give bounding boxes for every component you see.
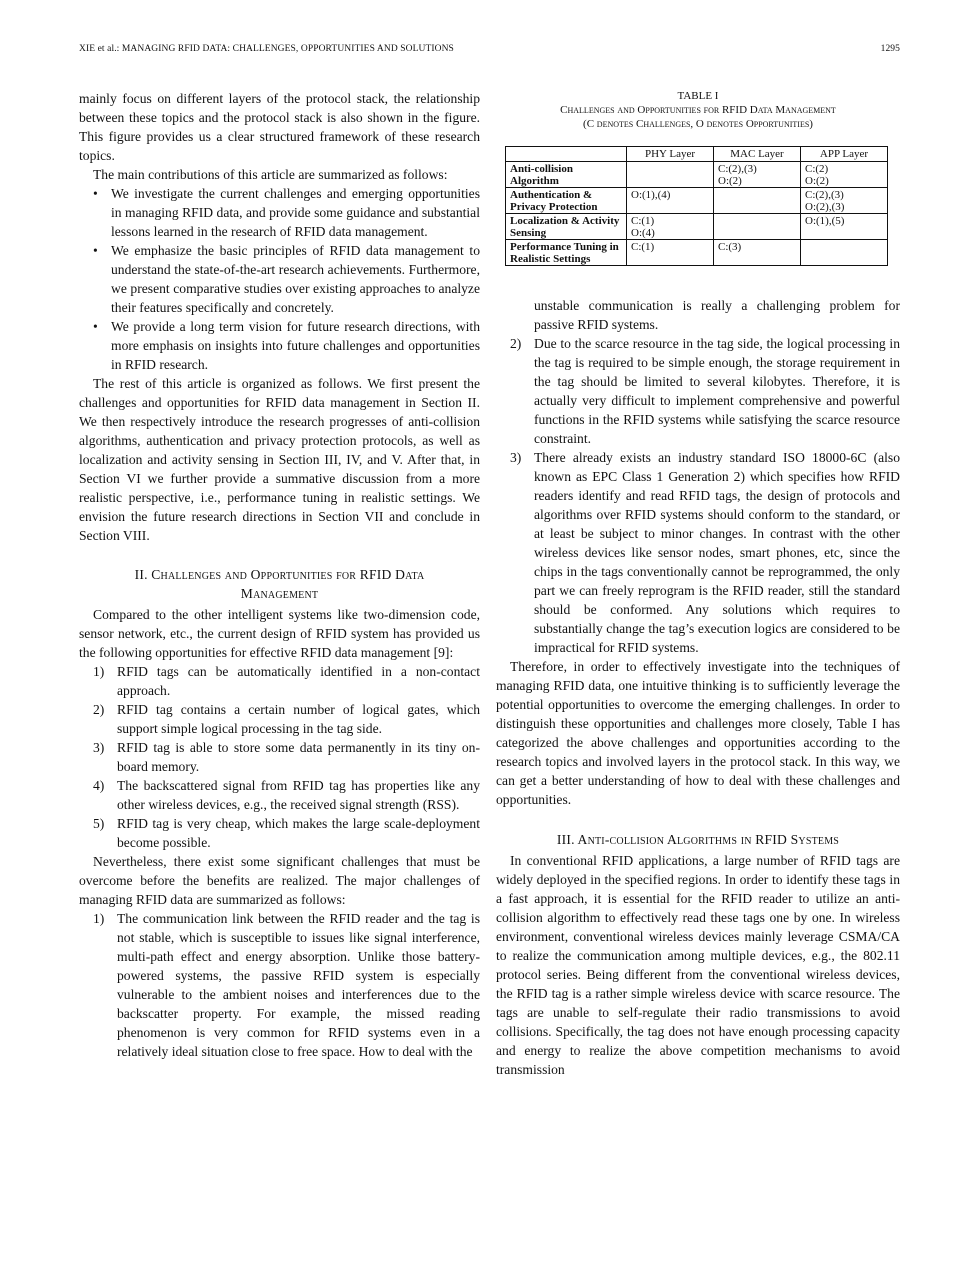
table-cell — [801, 214, 888, 240]
paragraph: The rest of this article is organized as follows. We first present the challenges and opportunities for RFID data management in Section II. We then respectively introduce the research progresses of anti-collision algorithms, authentication and privacy protection protocols, as well as localization and activity sensing in Section III, IV, and V. After that, in Section VI we further provide a summative discussion from a more realistic perspective, i.e., performance tuning in realistic settings. We envision the future research directions in Section VII and conclude in Section VIII. — [79, 376, 480, 543]
list-item: • We provide a long term vision for future research directions, with more emphasis on insights into future challenges and opportunities in RFID research. — [79, 317, 480, 374]
row-header: Anti-collision Algorithm — [506, 162, 627, 188]
list-text: unstable communication is really a challenging problem for passive RFID systems. — [534, 298, 900, 332]
table-cell — [627, 214, 714, 240]
table-cell — [801, 162, 888, 188]
opportunities-list — [79, 662, 480, 852]
row-header: Authentication & Privacy Protection — [506, 188, 627, 214]
paragraph: Nevertheless, there exist some significant challenges that must be overcome before the benefits are realized. The major challenges of managing RFID data are summarized as follows: — [79, 854, 480, 907]
column-header: PHY Layer — [627, 147, 714, 162]
list-number: 1) — [93, 664, 105, 679]
list-item — [496, 296, 900, 334]
cell-line: O:(4) — [631, 227, 655, 239]
challenges-list-continued — [496, 296, 900, 657]
list-item: • We emphasize the basic principles of RFID data management to understand the state-of-the-art research achievements. Furthermore, we present comparative studies over existing approaches to analyze their features specifically and concretely. — [79, 241, 480, 317]
section-heading-line: II. Challenges and Opportunities for RFID Data — [134, 567, 425, 582]
list-item — [79, 814, 480, 852]
table-cell — [801, 188, 888, 214]
cell-line: O:(2) — [805, 175, 829, 187]
list-text: RFID tags can be automatically identified in a non-contact approach. — [117, 664, 480, 698]
table-row — [506, 240, 888, 266]
table-row — [506, 162, 888, 188]
list-item — [79, 738, 480, 776]
list-number: 3) — [93, 740, 105, 755]
list-number: 2) — [510, 336, 522, 351]
table-cell — [627, 188, 714, 214]
column-header — [506, 147, 627, 162]
table-cell — [714, 240, 801, 266]
paragraph: The main contributions of this article are summarized as follows: — [93, 167, 448, 182]
list-text: RFID tag is very cheap, which makes the large scale-deployment become possible. — [117, 816, 480, 850]
list-text: The communication link between the RFID reader and the tag is not stable, which is susceptible to issues like signal interference, multi-path effect and energy absorption. Unlike those battery-powered systems, the passive RFID system is especially vulnerable to the ambient noises and interferences due to the backscatter property. For example, the missed reading phenomenon is very common for RFID systems even in a relatively ideal situation close to free space. How to deal with the — [117, 911, 480, 1059]
contributions-list — [79, 184, 480, 374]
list-item — [496, 334, 900, 448]
list-number: 1) — [93, 911, 105, 926]
running-title: XIE et al.: MANAGING RFID DATA: CHALLENGES, OPPORTUNITIES AND SOLUTIONS — [79, 44, 454, 54]
cell-line: C:(1) — [631, 241, 655, 253]
paragraph: Therefore, in order to effectively investigate into the techniques of managing RFID data, one intuitive thinking is to sufficiently leverage the potential opportunities to overcome the emerging challenges. In order to distinguish these opportunities and challenges more closely, Table I has categorized the above challenges and opportunities according to the research topics and involved layers in the protocol stack. In this way, we can get a better understanding of how to deal with these challenges and opportunities. — [496, 659, 900, 807]
table-cell — [627, 162, 714, 188]
table-row — [506, 188, 888, 214]
left-column — [79, 89, 480, 1061]
list-text: RFID tag is able to store some data permanently in its tiny on-board memory. — [117, 740, 480, 774]
list-item — [79, 662, 480, 700]
section-heading: III. Anti-collision Algorithms in RFID Systems — [556, 832, 840, 847]
table-cell — [801, 240, 888, 266]
cell-line: C:(2) — [805, 163, 829, 175]
cell-line: C:(3) — [718, 241, 742, 253]
section-heading — [79, 565, 480, 603]
cell-line: O:(1),(5) — [805, 215, 845, 227]
row-header: Localization & Activity Sensing — [506, 214, 627, 240]
table-caption: Challenges and Opportunities for RFID Data Management — [560, 104, 836, 116]
table-row — [506, 214, 888, 240]
table-cell — [714, 188, 801, 214]
list-number: 3) — [510, 450, 522, 465]
list-number: 4) — [93, 778, 105, 793]
cell-line: O:(1),(4) — [631, 189, 671, 201]
cell-line: C:(1) — [631, 215, 655, 227]
list-text: Due to the scarce resource in the tag side, the logical processing in the tag is required to be simple enough, the storage requirement in the tag should be limited to several kilobytes. Therefore, it is actually very difficult to implement comprehensive and powerful functions in the RFID systems while satisfying the scarce resource constraint. — [534, 336, 900, 446]
table-cell — [714, 162, 801, 188]
section-heading-line: Management — [240, 586, 319, 601]
list-text: The backscattered signal from RFID tag has properties like any other wireless devices, e.g., the received signal strength (RSS). — [117, 778, 480, 812]
cell-line: O:(2) — [718, 175, 742, 187]
column-header: MAC Layer — [714, 147, 801, 162]
table-caption: (C denotes Challenges, O denotes Opportunities) — [583, 118, 813, 130]
challenges-opportunities-table — [505, 146, 888, 266]
list-item: • We investigate the current challenges and emerging opportunities in managing RFID data, and provide some guidance and substantial lessons learned in the research of RFID data management. — [79, 184, 480, 241]
list-text: RFID tag contains a certain number of logical gates, which support simple logical processing in the tag side. — [117, 702, 480, 736]
table-header-row — [506, 147, 888, 162]
table-block — [496, 89, 900, 266]
paragraph: Compared to the other intelligent systems like two-dimension code, sensor network, etc., the current design of RFID system has provided us the following opportunities for effective RFID data management [9]: — [79, 607, 480, 660]
cell-line: C:(2),(3) — [718, 163, 757, 175]
table-label: TABLE I — [677, 90, 719, 102]
paragraph: mainly focus on different layers of the protocol stack, the relationship between these topics and the protocol stack is also shown in the figure. This figure provides us a clear structured framework of these research topics. — [79, 91, 480, 163]
list-item — [79, 700, 480, 738]
paragraph: In conventional RFID applications, a large number of RFID tags are widely deployed in the specified regions. In order to identify these tags in a fast approach, it is essential for the RFID reader to utilize an anti-collision algorithm to effectively read these tags one by one. In wireless environment, conventional wireless devices mainly leverage CSMA/CA to realize the communication among multiple devices, e.g., the 802.11 protocol series. Being different from the conventional wireless devices, the RFID tag is a rather simple wireless device with scarce resource. The tags are unable to self-regulate their radio transmissions to avoid collisions. Specifically, the tag does not have enough processing capacity and energy to realize the above competition mechanisms to avoid transmission — [496, 853, 900, 1077]
right-column — [496, 89, 900, 1079]
list-text: There already exists an industry standard ISO 18000-6C (also known as EPC Class 1 Generation 2) which specifies how RFID readers identify and read RFID tags, the design of protocols and algorithms over RFID systems should conform to the standard, or at least be subject to minor changes. In contrast with the other wireless devices like sensor nodes, smart phones, etc, since the chips in the tags conventionally cannot be reprogrammed, the only part we can freely reprogram is the RFID reader, still the standard should be conformed. Any solutions which requires to substantially change the tag’s execution logics are considered to be impractical for RFID systems. — [534, 450, 900, 655]
list-number: 5) — [93, 816, 105, 831]
cell-line: C:(2),(3) — [805, 189, 844, 201]
column-header: APP Layer — [801, 147, 888, 162]
table-cell — [714, 214, 801, 240]
page-number: 1295 — [880, 44, 900, 54]
row-header: Performance Tuning in Realistic Settings — [506, 240, 627, 266]
list-item — [79, 909, 480, 1061]
list-number: 2) — [93, 702, 105, 717]
list-item — [79, 776, 480, 814]
challenges-list — [79, 909, 480, 1061]
list-item — [496, 448, 900, 657]
cell-line: O:(2),(3) — [805, 201, 845, 213]
table-cell — [627, 240, 714, 266]
